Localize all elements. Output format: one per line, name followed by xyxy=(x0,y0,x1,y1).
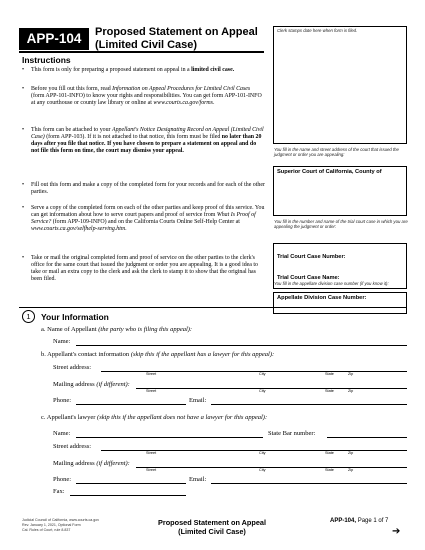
sub-label-state: State xyxy=(325,389,334,393)
sub-label-city: City xyxy=(259,389,266,393)
mailing-address-label: Mailing address (if different): xyxy=(53,381,130,388)
section-rule xyxy=(19,307,407,308)
lawyer-name-field[interactable] xyxy=(76,437,263,438)
instruction-bullet-2: • Before you fill out this form, read Information on Appeal Procedures for Limited Civil Cases (form APP-101-INFO) to know your rights and responsibilities. You can get form APP-101-INFO at any courthouse or county law library or online at www.courts.ca.gov/forms. xyxy=(22,86,262,106)
header-rule xyxy=(19,51,264,53)
forms-link[interactable]: www.courts.ca.gov/forms xyxy=(153,99,213,106)
lawyer-street-label: Street address: xyxy=(53,443,92,450)
sub-label-zip: Zip xyxy=(348,372,354,376)
email-label: Email: xyxy=(189,397,207,404)
appellant-name-prompt: a. Name of Appellant (the party who is filing this appeal): xyxy=(41,326,193,333)
state-bar-label: State Bar number: xyxy=(268,430,316,437)
trial-case-number-label: Trial Court Case Number: xyxy=(277,254,346,260)
trial-case-name-label: Trial Court Case Name: xyxy=(277,275,340,281)
lawyer-fax-label: Fax: xyxy=(53,488,65,495)
sub-label-city: City xyxy=(259,468,266,472)
section-number-badge: 1 xyxy=(22,310,35,323)
instruction-bullet-4: • Fill out this form and make a copy of the completed form for your records and for each of the other parties. xyxy=(22,182,265,195)
footer-legal-line2: Rev. January 1, 2021, Optional Form xyxy=(22,522,81,527)
sub-label-street: Street xyxy=(146,468,157,472)
court-note: You fill in the name and street address of the court that issued the judgment or order you are appealing: xyxy=(274,147,399,158)
lawyer-mailing-field[interactable] xyxy=(136,467,407,468)
appellant-name-field[interactable] xyxy=(76,345,407,346)
court-label: Superior Court of California, County of xyxy=(277,169,382,175)
instruction-bullet-6: • Take or mail the original completed form and proof of service on the other parties to the clerk's office for the same court that issued the judgment or order you are appealing. It is a good idea to take or mail an extra copy to the clerk and ask the clerk to stamp it to show that the original has been filed. xyxy=(22,255,258,282)
footer-legal xyxy=(22,518,132,532)
sub-label-zip: Zip xyxy=(348,468,354,472)
footer-title-line1: Proposed Statement on Appeal xyxy=(158,518,266,527)
appellant-name-label: Name: xyxy=(53,338,71,345)
form-title-line1: Proposed Statement on Appeal xyxy=(95,26,258,38)
instruction-bullet-1: • This form is only for preparing a proposed statement on appeal in a limited civil case. xyxy=(22,67,235,73)
lawyer-prompt: c. Appellant's lawyer (skip this if the appellant does not have a lawyer for this appeal): xyxy=(41,414,268,421)
instruction-bullet-5: • Serve a copy of the completed form on each of the other parties and keep proof of this service. You can get information about how to serve court papers and proof of service from What Is Proof of Service? (form APP-109-INFO) and on the California Courts Online Self-Help Center at www.courts.ca.gov/selfhelp-serving.htm. xyxy=(22,205,265,232)
footer-page-info xyxy=(330,518,388,524)
footer-legal-line3: Cal. Rules of Court, rule 8.837 xyxy=(22,527,71,532)
sub-label-street: Street xyxy=(146,451,157,455)
instructions-heading: Instructions xyxy=(22,55,71,65)
footer-title-line2: (Limited Civil Case) xyxy=(178,527,246,536)
instruction-bullet-3: • This form can be attached to your Appellant's Notice Designating Record on Appeal (Limited Civil Case) (form APP-103). If it is not attached to that notice, this form must be filed no later than 20 days after you file that notice. If you have chosen to prepare a statement on appeal and do not file this form on time, the court may dismiss your appeal. xyxy=(22,127,264,154)
phone-label: Phone: xyxy=(53,397,72,404)
sub-label-state: State xyxy=(325,451,334,455)
appellate-note: You fill in the appellate division case number (if you know it): xyxy=(274,281,389,286)
form-title xyxy=(95,26,265,51)
footer-title xyxy=(147,518,277,536)
sub-label-state: State xyxy=(325,468,334,472)
form-number-badge: APP-104 xyxy=(19,28,89,50)
contact-info-prompt: b. Appellant's contact information (skip this if the appellant has a lawyer for this appeal): xyxy=(41,351,275,358)
footer-form-ref: APP-104, xyxy=(330,518,357,524)
sub-label-zip: Zip xyxy=(348,389,354,393)
lawyer-email-label: Email: xyxy=(189,476,207,483)
sub-label-city: City xyxy=(259,372,266,376)
lawyer-fax-field[interactable] xyxy=(70,495,186,496)
selfhelp-link[interactable]: www.courts.ca.gov/selfhelp-serving.htm xyxy=(31,225,126,232)
sub-label-street: Street xyxy=(146,372,157,376)
footer-page-label: Page 1 of 7 xyxy=(357,518,389,524)
case-note: You fill in the number and name of the trial court case in which you are appealing the judgment or order: xyxy=(274,219,408,230)
mailing-address-field[interactable] xyxy=(136,388,407,389)
lawyer-phone-field[interactable] xyxy=(76,483,186,484)
sub-label-state: State xyxy=(325,372,334,376)
lawyer-name-label: Name: xyxy=(53,430,71,437)
sub-label-zip: Zip xyxy=(348,451,354,455)
sub-label-city: City xyxy=(259,451,266,455)
lawyer-email-field[interactable] xyxy=(211,483,407,484)
clerk-stamp-box xyxy=(273,26,407,144)
state-bar-field[interactable] xyxy=(327,437,407,438)
next-page-arrow-icon: ➔ xyxy=(392,526,401,537)
form-title-line2: (Limited Civil Case) xyxy=(95,38,198,51)
clerk-stamp-note: Clerk stamps date here when form is filed. xyxy=(277,28,358,33)
phone-field[interactable] xyxy=(76,404,186,405)
footer-legal-line1: Judicial Council of California, www.courts.ca.gov xyxy=(22,518,100,522)
sub-label-street: Street xyxy=(146,389,157,393)
section-title: Your Information xyxy=(41,312,109,322)
lawyer-mailing-label: Mailing address (if different): xyxy=(53,460,130,467)
street-address-label: Street address: xyxy=(53,364,92,371)
lawyer-phone-label: Phone: xyxy=(53,476,72,483)
email-field[interactable] xyxy=(211,404,407,405)
appellate-case-number-label: Appellate Division Case Number: xyxy=(277,295,367,301)
